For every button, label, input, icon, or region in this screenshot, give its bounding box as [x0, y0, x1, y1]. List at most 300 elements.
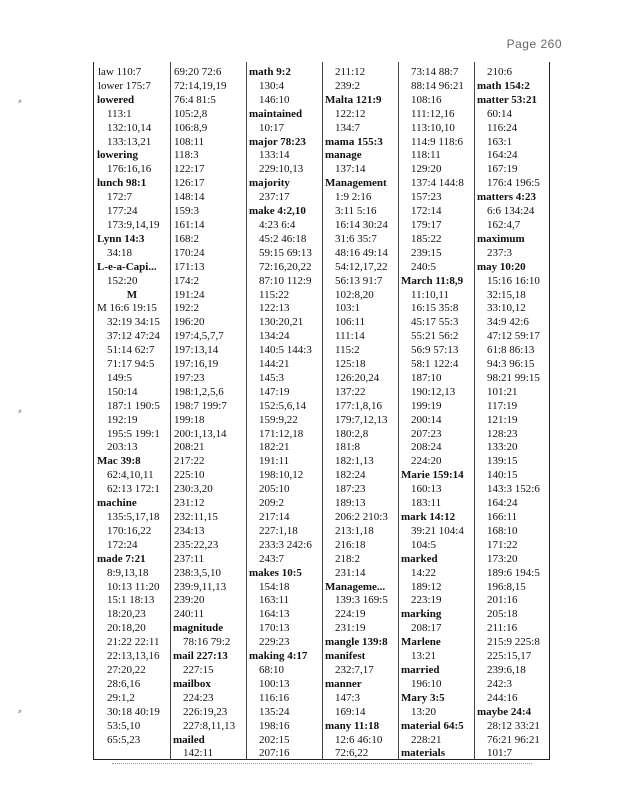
- index-reference-entry: 200:1,13,14: [174, 427, 227, 440]
- index-headword-entry: make 4:2,10: [249, 205, 306, 218]
- index-headword-entry: mailed: [173, 733, 205, 746]
- index-reference-entry: 176:16,16: [107, 163, 152, 176]
- index-reference-entry: 177:24: [107, 205, 138, 218]
- index-reference-entry: 15:16 16:10: [487, 274, 540, 287]
- index-reference-entry: 102:8,20: [335, 288, 374, 301]
- index-reference-entry: 37:12 47:24: [107, 330, 160, 343]
- word-index-table: [93, 62, 550, 760]
- index-reference-entry: 217:14: [259, 511, 290, 523]
- index-reference-entry: 233:3 242:6: [259, 538, 312, 551]
- index-headword-entry: manner: [325, 677, 362, 690]
- index-reference-entry: 235:22,23: [174, 538, 219, 551]
- index-reference-entry: 157:23: [411, 191, 442, 204]
- index-headword-entry: makes 10:5: [249, 566, 302, 579]
- index-reference-entry: 134:24: [259, 330, 290, 343]
- index-reference-entry: 228:21: [411, 733, 442, 746]
- index-reference-entry: 171:13: [174, 260, 205, 273]
- index-reference-entry: 237:11: [174, 552, 205, 565]
- index-reference-entry: 179:7,12,13: [335, 413, 388, 426]
- index-reference-entry: 101:21: [487, 385, 518, 398]
- index-reference-entry: 111:12,16: [411, 107, 455, 120]
- index-reference-entry: 33:10,12: [487, 302, 526, 315]
- index-reference-entry: 14:22: [411, 566, 437, 579]
- index-reference-entry: 187:10: [411, 371, 442, 384]
- index-reference-entry: 232:11,15: [174, 511, 218, 523]
- index-reference-entry: 39:21 104:4: [411, 524, 464, 537]
- index-reference-entry: 118:3: [174, 149, 199, 162]
- index-reference-entry: 69:20 72:6: [174, 66, 222, 78]
- index-reference-entry: 115:2: [335, 344, 360, 357]
- index-reference-entry: 59:15 69:13: [259, 246, 312, 259]
- index-reference-entry: 177:1,8,16: [335, 399, 383, 412]
- index-reference-entry: 134:7: [335, 121, 361, 134]
- index-headword-entry: material 64:5: [401, 719, 464, 732]
- index-reference-entry: 166:11: [487, 511, 518, 523]
- index-reference-entry: 122:17: [174, 163, 205, 176]
- index-reference-entry: 32:19 34:15: [107, 316, 160, 329]
- index-column-3: [246, 62, 322, 759]
- index-reference-entry: 32:15,18: [487, 288, 526, 301]
- index-headword-entry: mail 227:13: [173, 650, 228, 663]
- index-reference-entry: 71:17 94:5: [107, 358, 155, 371]
- punch-hole-mark: ⸗: [18, 95, 22, 107]
- index-headword-entry: L-e-a-Capi...: [97, 260, 157, 273]
- index-reference-entry: 129:20: [411, 163, 442, 176]
- index-reference-entry: 126:20,24: [335, 371, 380, 384]
- index-column-6: [474, 62, 550, 759]
- index-reference-entry: 191:11: [259, 455, 290, 468]
- index-reference-entry: 232:7,17: [335, 663, 374, 676]
- index-reference-entry: 60:14: [487, 107, 513, 120]
- index-reference-entry: 168:10: [487, 524, 518, 537]
- index-reference-entry: 148:14: [174, 191, 205, 204]
- index-reference-entry: 125:18: [335, 358, 366, 371]
- index-reference-entry: 200:14: [411, 413, 442, 426]
- index-reference-entry: 137:22: [335, 385, 366, 398]
- index-reference-entry: 201:16: [487, 594, 518, 607]
- index-reference-entry: 205:18: [487, 608, 518, 621]
- index-reference-entry: 223:19: [411, 594, 442, 607]
- index-column-4: [322, 62, 398, 759]
- index-reference-entry: 147:3: [335, 691, 361, 704]
- index-reference-entry: 10:17: [259, 121, 285, 134]
- index-reference-entry: 226:19,23: [183, 705, 228, 718]
- index-reference-entry: 103:1: [335, 302, 361, 315]
- index-reference-entry: 198:10,12: [259, 469, 304, 482]
- index-reference-entry: 154:18: [259, 580, 290, 593]
- index-headword-entry: many 11:18: [325, 719, 380, 732]
- index-reference-entry: 238:3,5,10: [174, 566, 222, 579]
- index-reference-entry: 199:19: [411, 399, 442, 412]
- index-reference-entry: 133:13,21: [107, 135, 152, 148]
- index-reference-entry: 135:24: [259, 705, 290, 718]
- index-reference-entry: 132:10,14: [107, 121, 152, 134]
- index-reference-entry: 8:9,13,18: [107, 566, 149, 579]
- index-reference-entry: 196:20: [174, 316, 205, 329]
- index-reference-entry: 190:12,13: [411, 385, 456, 398]
- index-reference-entry: 187:23: [335, 483, 366, 496]
- index-headword-entry: mangle 139:8: [325, 636, 388, 649]
- index-headword-entry: Lynn 14:3: [97, 232, 145, 245]
- index-reference-entry: 191:24: [174, 288, 205, 301]
- index-headword-entry: married: [401, 663, 440, 676]
- index-reference-entry: 159:9,22: [259, 413, 298, 426]
- index-reference-entry: 94:3 96:15: [487, 358, 535, 371]
- index-reference-entry: 227:15: [183, 663, 214, 676]
- index-reference-entry: 54:12,17,22: [335, 260, 388, 273]
- index-reference-entry: 108:11: [174, 135, 205, 148]
- index-reference-entry: 3:11 5:16: [335, 205, 377, 218]
- index-reference-entry: 121:19: [487, 413, 518, 426]
- index-reference-entry: 45:2 46:18: [259, 232, 307, 245]
- index-reference-entry: 198:1,2,5,6: [174, 385, 224, 398]
- index-reference-entry: 243:7: [259, 552, 285, 565]
- index-reference-entry: 171:12,18: [259, 427, 304, 440]
- index-headword-entry: making 4:17: [249, 650, 308, 663]
- index-headword-entry: lunch 98:1: [97, 177, 147, 190]
- index-reference-entry: 182:21: [259, 441, 290, 454]
- index-reference-entry: 130:4: [259, 79, 285, 92]
- index-reference-entry: 207:23: [411, 427, 442, 440]
- index-reference-entry: M 16:6 19:15: [97, 302, 157, 315]
- index-reference-entry: 215:9 225:8: [487, 636, 540, 649]
- index-column-1: [94, 62, 170, 759]
- index-reference-entry: 122:12: [335, 107, 366, 120]
- index-reference-entry: 167:19: [487, 163, 518, 176]
- index-reference-entry: 62:13 172:1: [107, 483, 160, 496]
- index-reference-entry: 198:7 199:7: [174, 399, 227, 412]
- index-reference-entry: 208:24: [411, 441, 442, 454]
- index-reference-entry: 122:13: [259, 302, 290, 315]
- index-reference-entry: 161:14: [174, 218, 205, 231]
- index-reference-entry: 237:3: [487, 246, 513, 259]
- index-headword-entry: Mac 39:8: [97, 455, 141, 468]
- index-reference-entry: 174:2: [174, 274, 200, 287]
- index-reference-entry: 171:22: [487, 538, 518, 551]
- punch-hole-mark: ⸗: [18, 405, 22, 417]
- index-reference-entry: 242:3: [487, 677, 513, 690]
- index-reference-entry: 29:1,2: [107, 691, 135, 704]
- index-headword-entry: mark 14:12: [401, 511, 456, 523]
- index-reference-entry: 87:10 112:9: [259, 274, 312, 287]
- index-reference-entry: 106:8,9: [174, 121, 208, 134]
- index-reference-entry: 234:13: [174, 524, 205, 537]
- index-reference-entry: 126:17: [174, 177, 205, 190]
- index-reference-entry: 239:2: [335, 79, 361, 92]
- index-reference-entry: 11:10,11: [411, 288, 449, 301]
- index-reference-entry: 76:21 96:21: [487, 733, 540, 746]
- index-reference-entry: 140:5 144:3: [259, 344, 312, 357]
- index-reference-entry: 139:3 169:5: [335, 594, 388, 607]
- index-reference-entry: 128:23: [487, 427, 518, 440]
- index-reference-entry: 195:5 199:1: [107, 427, 160, 440]
- index-reference-entry: 133:20: [487, 441, 518, 454]
- footer-rule: [112, 763, 532, 764]
- index-reference-entry: 208:21: [174, 441, 205, 454]
- index-reference-entry: 231:12: [174, 497, 205, 510]
- index-reference-entry: 6:6 134:24: [487, 205, 535, 218]
- index-reference-entry: 116:24: [487, 121, 518, 134]
- index-reference-entry: 114:9 118:6: [411, 135, 464, 148]
- index-reference-entry: 137:14: [335, 163, 366, 176]
- index-reference-entry: 239:9,11,13: [174, 580, 227, 593]
- index-reference-entry: 210:6: [487, 66, 513, 78]
- index-reference-entry: 192:19: [107, 413, 138, 426]
- index-reference-entry: 185:22: [411, 232, 442, 245]
- index-reference-entry: 27:20,22: [107, 663, 146, 676]
- index-reference-entry: 196:10: [411, 677, 442, 690]
- index-reference-entry: 48:16 49:14: [335, 246, 388, 259]
- index-reference-entry: 58:1 122:4: [411, 358, 459, 371]
- index-headword-entry: Malta 121:9: [325, 93, 382, 106]
- index-reference-entry: 172:14: [411, 205, 442, 218]
- index-headword-entry: Marlene: [401, 636, 441, 649]
- index-reference-entry: 22:13,13,16: [107, 650, 160, 663]
- index-reference-entry: 98:21 99:15: [487, 371, 540, 384]
- index-reference-entry: 187:1 190:5: [107, 399, 160, 412]
- index-reference-entry: 143:3 152:6: [487, 483, 540, 496]
- index-reference-entry: 62:4,10,11: [107, 469, 154, 482]
- index-reference-entry: 1:9 2:16: [335, 191, 372, 204]
- index-reference-entry: 160:13: [411, 483, 442, 496]
- index-reference-entry: 28:6,16: [107, 677, 141, 690]
- index-column-5: [398, 62, 474, 759]
- index-reference-entry: 240:5: [411, 260, 437, 273]
- index-headword-entry: materials: [401, 747, 445, 759]
- index-reference-entry: 144:21: [259, 358, 290, 371]
- index-reference-entry: 208:17: [411, 622, 442, 635]
- index-reference-entry: 213:1,18: [335, 524, 374, 537]
- index-reference-entry: 168:2: [174, 232, 200, 245]
- index-reference-entry: 173:9,14,19: [107, 218, 160, 231]
- index-reference-entry: 197:13,14: [174, 344, 219, 357]
- index-headword-entry: marking: [401, 608, 442, 621]
- index-reference-entry: 115:22: [259, 288, 290, 301]
- page-number: Page 260: [506, 37, 562, 51]
- index-headword-entry: maximum: [477, 232, 525, 245]
- index-reference-entry: 111:14: [335, 330, 365, 343]
- index-reference-entry: 61:8 86:13: [487, 344, 535, 357]
- index-reference-entry: 101:7: [487, 747, 513, 759]
- index-reference-entry: 159:3: [174, 205, 200, 218]
- index-reference-entry: 170:16,22: [107, 524, 152, 537]
- index-reference-entry: 199:18: [174, 413, 205, 426]
- index-headword-entry: math 9:2: [249, 66, 291, 78]
- index-reference-entry: 130:20,21: [259, 316, 304, 329]
- index-reference-entry: 164:13: [259, 608, 290, 621]
- index-headword-entry: manifest: [325, 650, 366, 663]
- index-reference-entry: 163:1: [487, 135, 513, 148]
- index-reference-entry: 202:15: [259, 733, 290, 746]
- index-reference-entry: 45:17 55:3: [411, 316, 459, 329]
- index-reference-entry: 16:15 35:8: [411, 302, 459, 315]
- index-reference-entry: 68:10: [259, 663, 285, 676]
- index-reference-entry: lower 175:7: [98, 79, 151, 92]
- index-reference-entry: 10:13 11:20: [107, 580, 160, 593]
- index-reference-entry: 118:11: [411, 149, 441, 162]
- index-reference-entry: 183:11: [411, 497, 442, 510]
- index-reference-entry: 142:11: [183, 747, 214, 759]
- index-reference-entry: 170:13: [259, 622, 290, 635]
- index-reference-entry: 231:19: [335, 622, 366, 635]
- index-reference-entry: 13:20: [411, 705, 437, 718]
- index-reference-entry: 100:13: [259, 677, 290, 690]
- index-headword-entry: magnitude: [173, 622, 224, 635]
- index-reference-entry: 133:14: [259, 149, 290, 162]
- index-reference-entry: 30:18 40:19: [107, 705, 160, 718]
- index-headword-entry: lowering: [97, 149, 138, 162]
- index-reference-entry: 240:11: [174, 608, 205, 621]
- index-reference-entry: 152:20: [107, 274, 138, 287]
- index-reference-entry: 197:16,19: [174, 358, 219, 371]
- index-reference-entry: law 110:7: [98, 66, 142, 78]
- index-headword-entry: Manageme...: [325, 580, 386, 593]
- index-reference-entry: 21:22 22:11: [107, 636, 160, 649]
- index-reference-entry: 189:13: [335, 497, 366, 510]
- index-reference-entry: 198:16: [259, 719, 290, 732]
- index-reference-entry: 211:16: [487, 622, 518, 635]
- index-reference-entry: 76:4 81:5: [174, 93, 216, 106]
- index-reference-entry: 196:8,15: [487, 580, 526, 593]
- index-reference-entry: 108:16: [411, 93, 442, 106]
- index-reference-entry: 78:16 79:2: [183, 636, 231, 649]
- index-reference-entry: 205:10: [259, 483, 290, 496]
- index-reference-entry: 173:20: [487, 552, 518, 565]
- index-reference-entry: 28:12 33:21: [487, 719, 540, 732]
- index-reference-entry: 172:7: [107, 191, 133, 204]
- index-headword-entry: mailbox: [173, 677, 211, 690]
- index-reference-entry: 225:15,17: [487, 650, 532, 663]
- index-column-2: [170, 62, 246, 759]
- index-reference-entry: 229:10,13: [259, 163, 304, 176]
- index-reference-entry: 182:1,13: [335, 455, 374, 468]
- index-headword-entry: March 11:8,9: [401, 274, 464, 287]
- index-reference-entry: 163:11: [259, 594, 290, 607]
- index-headword-entry: majority: [249, 177, 290, 190]
- index-reference-entry: 20:18,20: [107, 622, 146, 635]
- index-reference-entry: 73:14 88:7: [411, 66, 459, 78]
- punch-hole-mark: ⸗: [18, 705, 22, 717]
- index-reference-entry: 224:23: [183, 691, 214, 704]
- index-reference-entry: 224:20: [411, 455, 442, 468]
- index-reference-entry: 218:2: [335, 552, 361, 565]
- index-reference-entry: 51:14 62:7: [107, 344, 155, 357]
- index-reference-entry: 211:12: [335, 66, 366, 78]
- index-section-letter: M: [126, 288, 138, 301]
- index-reference-entry: 227:8,11,13: [183, 719, 236, 732]
- index-reference-entry: 135:5,17,18: [107, 511, 160, 523]
- index-reference-entry: 209:2: [259, 497, 285, 510]
- index-reference-entry: 139:15: [487, 455, 518, 468]
- index-reference-entry: 192:2: [174, 302, 200, 315]
- index-reference-entry: 88:14 96:21: [411, 79, 464, 92]
- index-reference-entry: 145:3: [259, 371, 285, 384]
- index-reference-entry: 105:2,8: [174, 107, 208, 120]
- index-reference-entry: 34:18: [107, 246, 133, 259]
- index-reference-entry: 72:16,20,22: [259, 260, 312, 273]
- index-reference-entry: 55:21 56:2: [411, 330, 459, 343]
- index-reference-entry: 15:1 18:13: [107, 594, 155, 607]
- index-reference-entry: 181:8: [335, 441, 361, 454]
- index-reference-entry: 65:5,23: [107, 733, 141, 746]
- index-reference-entry: 106:11: [335, 316, 366, 329]
- index-reference-entry: 104:5: [411, 538, 437, 551]
- index-headword-entry: machine: [97, 497, 137, 510]
- index-reference-entry: 116:16: [259, 691, 290, 704]
- index-reference-entry: 149:5: [107, 371, 133, 384]
- index-reference-entry: 189:6 194:5: [487, 566, 540, 579]
- index-headword-entry: lowered: [97, 93, 135, 106]
- index-headword-entry: made 7:21: [97, 552, 146, 565]
- index-headword-entry: maintained: [249, 107, 303, 120]
- index-reference-entry: 150:14: [107, 385, 138, 398]
- index-reference-entry: 225:10: [174, 469, 205, 482]
- index-headword-entry: maybe 24:4: [477, 705, 532, 718]
- index-reference-entry: 217:22: [174, 455, 205, 468]
- index-headword-entry: Mary 3:5: [401, 691, 445, 704]
- index-reference-entry: 216:18: [335, 538, 366, 551]
- index-headword-entry: may 10:20: [477, 260, 526, 273]
- index-headword-entry: marked: [401, 552, 438, 565]
- index-headword-entry: mama 155:3: [325, 135, 383, 148]
- index-reference-entry: 239:15: [411, 246, 442, 259]
- index-reference-entry: 189:12: [411, 580, 442, 593]
- index-reference-entry: 113:10,10: [411, 121, 455, 134]
- index-reference-entry: 162:4,7: [487, 218, 521, 231]
- index-reference-entry: 146:10: [259, 93, 290, 106]
- index-headword-entry: matters 4:23: [477, 191, 536, 204]
- index-reference-entry: 4:23 6:4: [259, 218, 296, 231]
- index-headword-entry: Marie 159:14: [401, 469, 464, 482]
- index-reference-entry: 16:14 30:24: [335, 218, 388, 231]
- index-reference-entry: 179:17: [411, 218, 442, 231]
- index-reference-entry: 147:19: [259, 385, 290, 398]
- index-reference-entry: 231:14: [335, 566, 366, 579]
- index-reference-entry: 72:14,19,19: [174, 79, 227, 92]
- index-reference-entry: 53:5,10: [107, 719, 141, 732]
- index-reference-entry: 137:4 144:8: [411, 177, 464, 190]
- index-reference-entry: 72:6,22: [335, 747, 369, 759]
- index-reference-entry: 169:14: [335, 705, 366, 718]
- index-reference-entry: 56:9 57:13: [411, 344, 459, 357]
- index-reference-entry: 224:19: [335, 608, 366, 621]
- index-reference-entry: 206:2 210:3: [335, 511, 388, 523]
- index-reference-entry: 230:3,20: [174, 483, 213, 496]
- index-headword-entry: manage: [325, 149, 362, 162]
- index-headword-entry: matter 53:21: [477, 93, 537, 106]
- index-reference-entry: 13:21: [411, 650, 437, 663]
- index-reference-entry: 176:4 196:5: [487, 177, 540, 190]
- index-reference-entry: 182:24: [335, 469, 366, 482]
- index-reference-entry: 239:6,18: [487, 663, 526, 676]
- index-reference-entry: 140:15: [487, 469, 518, 482]
- index-reference-entry: 47:12 59:17: [487, 330, 540, 343]
- index-reference-entry: 56:13 91:7: [335, 274, 383, 287]
- index-reference-entry: 239:20: [174, 594, 205, 607]
- index-headword-entry: Management: [325, 177, 387, 190]
- index-reference-entry: 170:24: [174, 246, 205, 259]
- index-reference-entry: 180:2,8: [335, 427, 369, 440]
- index-reference-entry: 152:5,6,14: [259, 399, 307, 412]
- index-reference-entry: 197:23: [174, 371, 205, 384]
- index-reference-entry: 18:20,23: [107, 608, 146, 621]
- index-reference-entry: 12:6 46:10: [335, 733, 383, 746]
- index-headword-entry: math 154:2: [477, 79, 530, 92]
- index-reference-entry: 164:24: [487, 149, 518, 162]
- index-headword-entry: major 78:23: [249, 135, 306, 148]
- index-reference-entry: 203:13: [107, 441, 138, 454]
- index-reference-entry: 164:24: [487, 497, 518, 510]
